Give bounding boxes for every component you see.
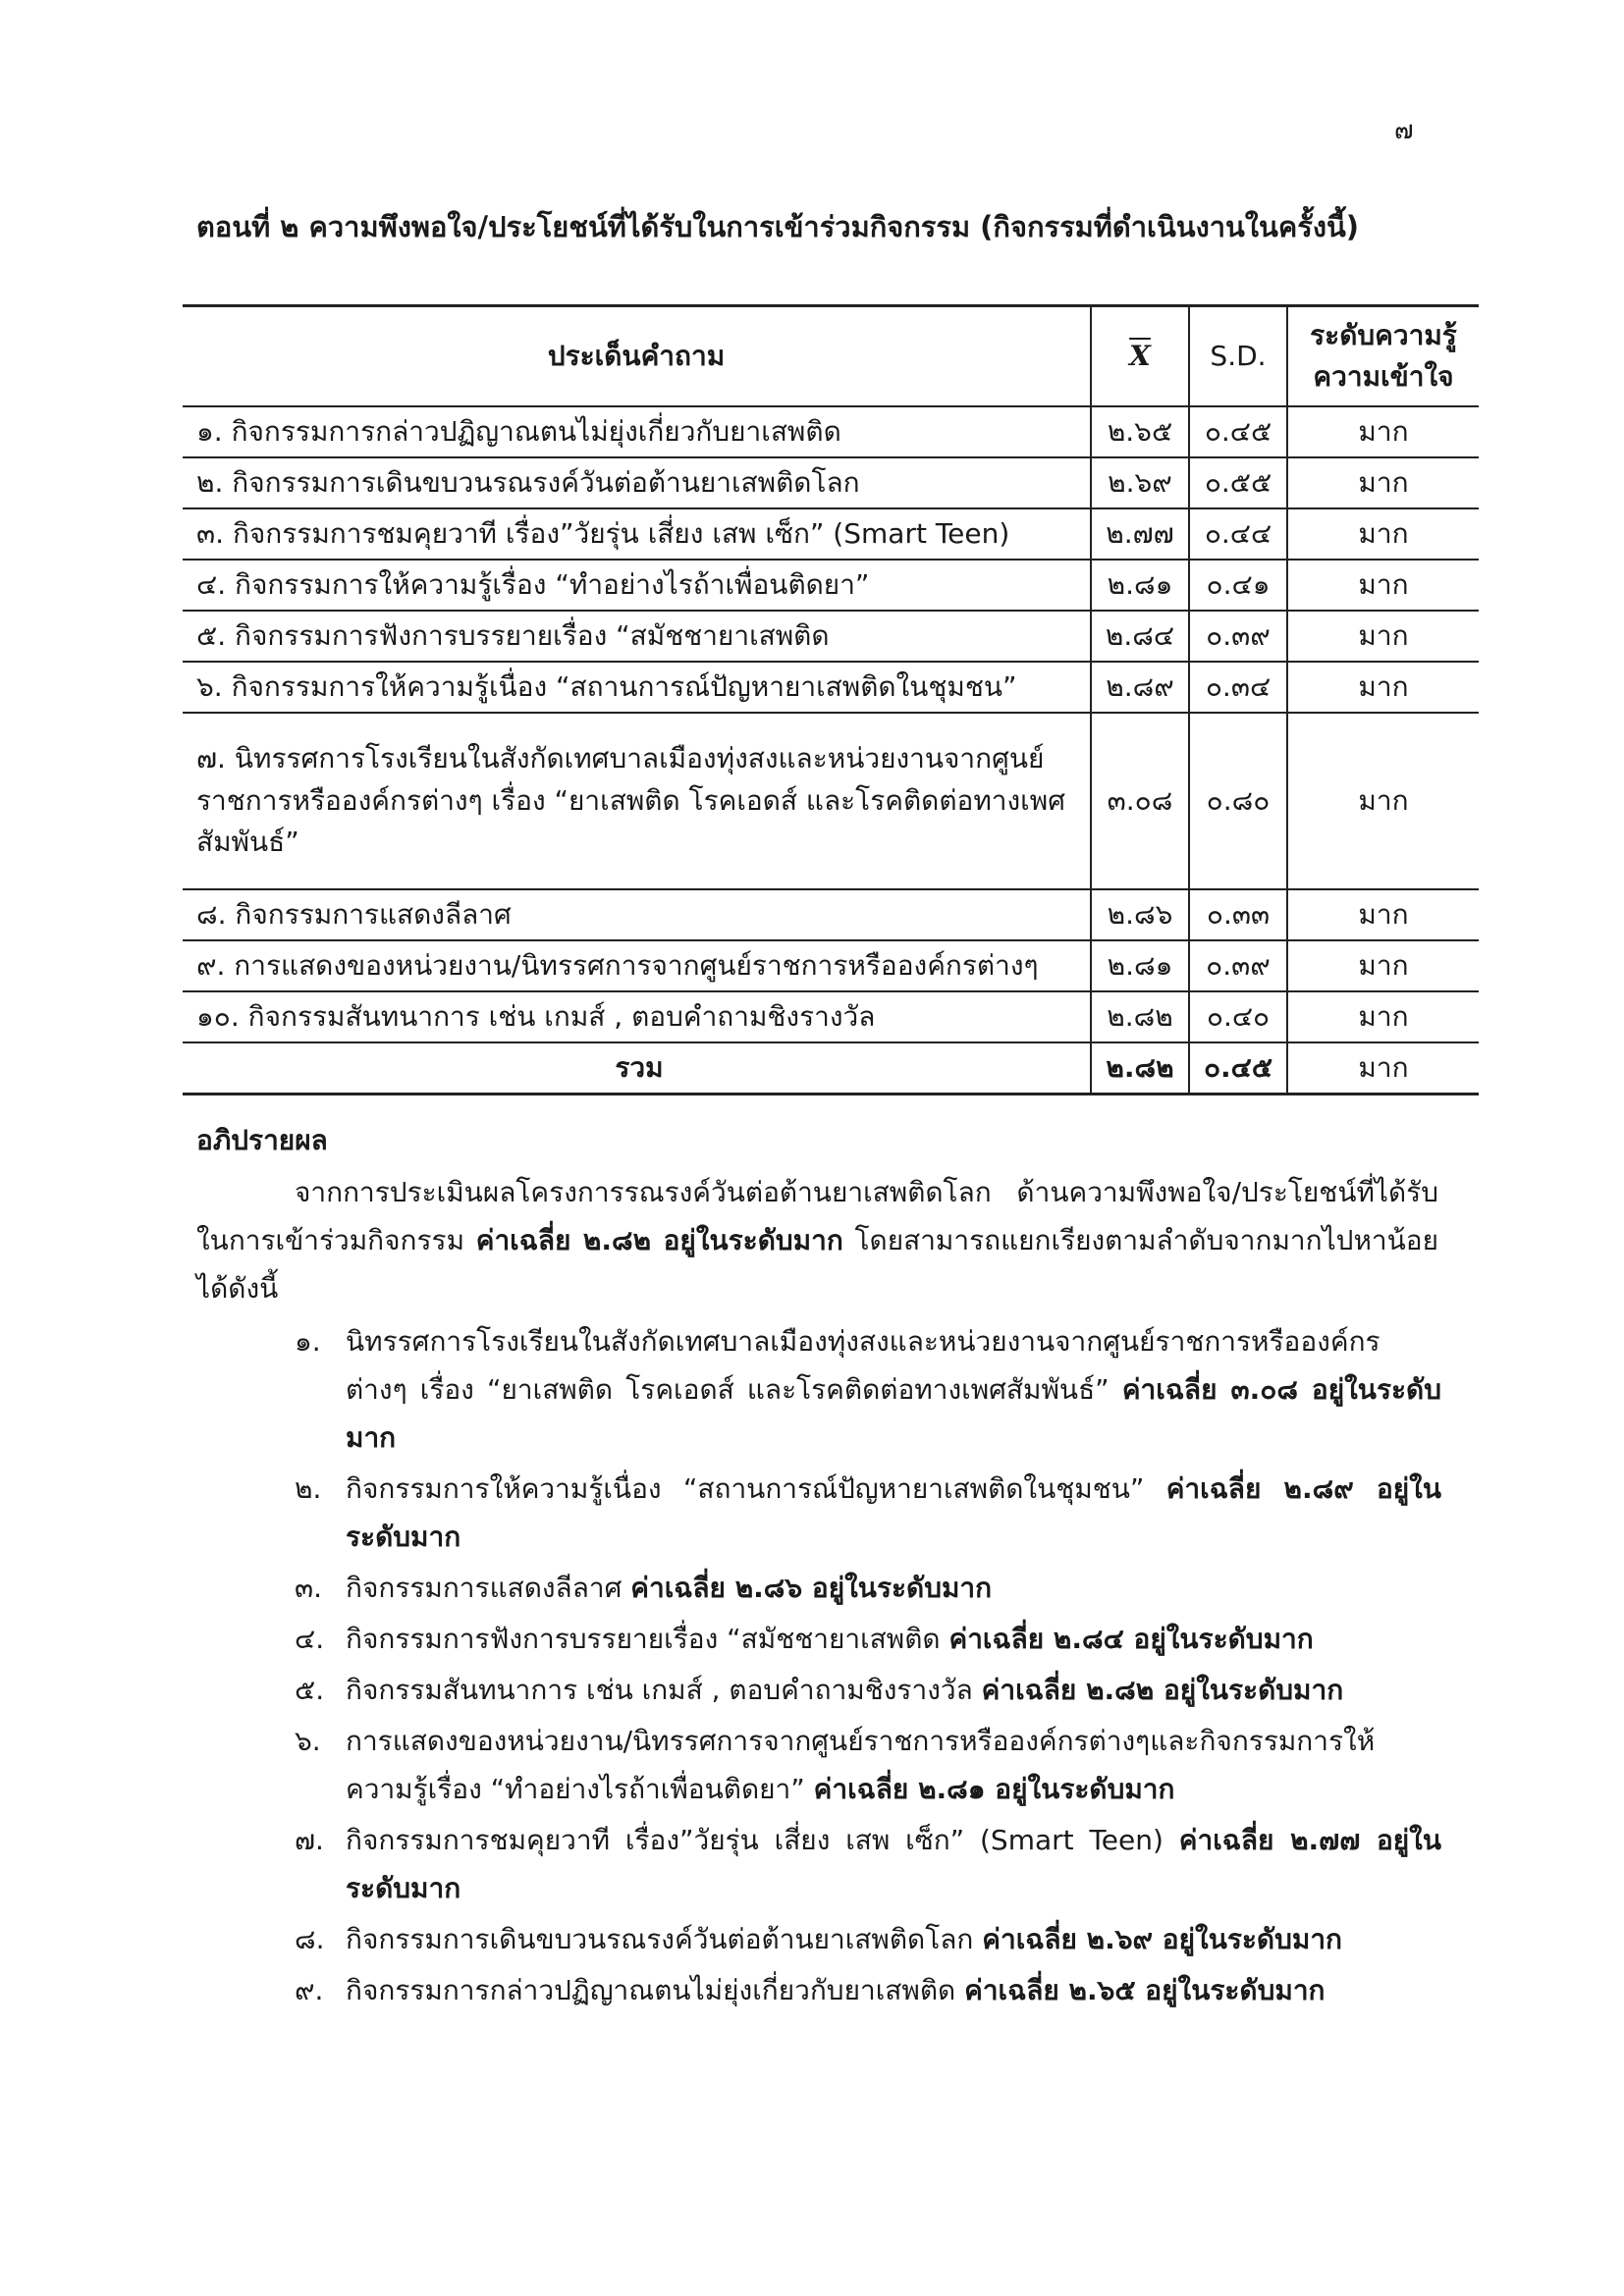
row-mean: ๒.๖๕ — [1091, 406, 1189, 457]
total-level: มาก — [1287, 1042, 1479, 1095]
list-item-text: กิจกรรมการกล่าวปฏิญาณตนไม่ยุ่งเกี่ยวกับยาเสพติด — [346, 1974, 965, 2006]
header-sd: S.D. — [1189, 306, 1287, 407]
table-total-row — [183, 1042, 1479, 1095]
row-level: มาก — [1287, 662, 1479, 713]
list-item — [295, 1564, 1441, 1612]
table-row — [183, 940, 1479, 991]
list-item-bold: ค่าเฉลี่ย ๒.๘๖ อยู่ในระดับมาก — [630, 1572, 993, 1604]
list-item-text: การแสดงของหน่วยงาน/นิทรรศการจากศูนย์ราชการหรือองค์กรต่างๆและกิจกรรมการให้ความรู้เรื่อง “ทำอย่างไรถ้าเพื่อนติดยา” — [346, 1725, 1376, 1805]
row-level: มาก — [1287, 457, 1479, 508]
list-item — [295, 1615, 1441, 1663]
list-item — [295, 1317, 1441, 1462]
row-question: ๒. กิจกรรมการเดินขบวนรณรงค์วันต่อต้านยาเสพติดโลก — [183, 457, 1091, 508]
table-row — [183, 508, 1479, 560]
list-item-number: ๙. — [295, 1974, 324, 2006]
row-level: มาก — [1287, 508, 1479, 560]
row-level: มาก — [1287, 940, 1479, 991]
row-mean: ๒.๘๖ — [1091, 889, 1189, 940]
row-sd: ๐.๘๐ — [1189, 713, 1287, 889]
list-item-bold: ค่าเฉลี่ย ๒.๖๕ อยู่ในระดับมาก — [964, 1974, 1326, 2006]
list-item — [295, 1666, 1441, 1714]
total-label: รวม — [183, 1042, 1091, 1095]
row-sd: ๐.๓๔ — [1189, 662, 1287, 713]
list-item-number: ๓. — [295, 1572, 323, 1604]
row-level: มาก — [1287, 889, 1479, 940]
list-item-number: ๔. — [295, 1623, 325, 1655]
header-level-line1: ระดับความรู้ — [1310, 319, 1457, 351]
row-sd: ๐.๔๐ — [1189, 991, 1287, 1042]
list-item — [295, 1717, 1441, 1813]
row-sd: ๐.๔๕ — [1189, 406, 1287, 457]
section-heading: ตอนที่ ๒ ความพึงพอใจ/ประโยชน์ที่ได้รับในการเข้าร่วมกิจกรรม (กิจกรรมที่ดำเนินงานในครั้งนี้) — [196, 210, 1360, 243]
list-item-text: กิจกรรมการฟังการบรรยายเรื่อง “สมัชชายาเสพติด — [346, 1623, 949, 1655]
row-sd: ๐.๔๑ — [1189, 560, 1287, 611]
row-mean: ๒.๘๔ — [1091, 611, 1189, 662]
list-item-bold: ค่าเฉลี่ย ๒.๘๔ อยู่ในระดับมาก — [948, 1623, 1314, 1655]
list-item-bold: ค่าเฉลี่ย ๒.๘๑ อยู่ในระดับมาก — [813, 1773, 1175, 1805]
row-question: ๑. กิจกรรมการกล่าวปฏิญาณตนไม่ยุ่งเกี่ยวกับยาเสพติด — [183, 406, 1091, 457]
row-mean: ๓.๐๘ — [1091, 713, 1189, 889]
list-item-number: ๗. — [295, 1824, 324, 1856]
row-mean: ๒.๘๒ — [1091, 991, 1189, 1042]
discussion-intro-a: จากการประเมินผลโครงการรณรงค์วันต่อต้านยาเสพติดโลก ด้านความพึงพอใจ/ประโยชน์ที่ได้รับในการเข้าร่วมกิจกรรม — [196, 1176, 1438, 1256]
list-item-number: ๘. — [295, 1923, 325, 1955]
list-item — [295, 1465, 1441, 1561]
mean-symbol: $\overline{X}$ — [1129, 340, 1151, 372]
total-sd: ๐.๔๕ — [1189, 1042, 1287, 1095]
header-mean — [1091, 306, 1189, 407]
list-item-bold: ค่าเฉลี่ย ๓.๐๘ อยู่ในระดับมาก — [346, 1373, 1441, 1454]
table-row — [183, 662, 1479, 713]
row-level: มาก — [1287, 991, 1479, 1042]
row-mean: ๒.๗๗ — [1091, 508, 1189, 560]
list-item-text: กิจกรรมการให้ความรู้เนื่อง “สถานการณ์ปัญหายาเสพติดในชุมชน” — [346, 1472, 1166, 1505]
discussion-intro-b: โดยสามารถแยกเรียงตามลำดับจากมากไปหาน้อยได้ดังนี้ — [196, 1224, 1438, 1305]
discussion-paragraph — [196, 1168, 1438, 1312]
list-item — [295, 1966, 1441, 2014]
header-level — [1287, 306, 1479, 407]
total-mean: ๒.๘๒ — [1091, 1042, 1189, 1095]
row-mean: ๒.๘๑ — [1091, 560, 1189, 611]
list-item-bold: ค่าเฉลี่ย ๒.๖๙ อยู่ในระดับมาก — [982, 1923, 1342, 1955]
row-question: ๘. กิจกรรมการแสดงลีลาศ — [183, 889, 1091, 940]
row-mean: ๒.๘๑ — [1091, 940, 1189, 991]
list-item-text: กิจกรรมการแสดงลีลาศ — [346, 1572, 631, 1604]
discussion-intro-bold: ค่าเฉลี่ย ๒.๘๒ อยู่ในระดับมาก — [475, 1224, 843, 1256]
list-item — [295, 1915, 1441, 1963]
row-question: ๑๐. กิจกรรมสันทนาการ เช่น เกมส์ , ตอบคำถามชิงรางวัล — [183, 991, 1091, 1042]
table-row — [183, 991, 1479, 1042]
ranking-list — [295, 1317, 1441, 2017]
header-level-line2: ความเข้าใจ — [1313, 360, 1454, 393]
row-question: ๔. กิจกรรมการให้ความรู้เรื่อง “ทำอย่างไรถ้าเพื่อนติดยา” — [183, 560, 1091, 611]
row-sd: ๐.๕๕ — [1189, 457, 1287, 508]
page-number: ๗ — [1394, 116, 1414, 145]
row-sd: ๐.๔๔ — [1189, 508, 1287, 560]
table-row — [183, 889, 1479, 940]
row-level: มาก — [1287, 560, 1479, 611]
list-item-text: กิจกรรมการชมคุยวาที เรื่อง”วัยรุ่น เสี่ยง เสพ เซ็ก” (Smart Teen) — [346, 1824, 1179, 1856]
table-row — [183, 713, 1479, 889]
list-item-bold: ค่าเฉลี่ย ๒.๗๗ อยู่ในระดับมาก — [346, 1824, 1441, 1904]
row-question: ๖. กิจกรรมการให้ความรู้เนื่อง “สถานการณ์ปัญหายาเสพติดในชุมชน” — [183, 662, 1091, 713]
row-sd: ๐.๓๙ — [1189, 940, 1287, 991]
list-item-bold: ค่าเฉลี่ย ๒.๘๙ อยู่ในระดับมาก — [346, 1472, 1441, 1553]
list-item-number: ๖. — [295, 1725, 321, 1757]
list-item-text: นิทรรศการโรงเรียนในสังกัดเทศบาลเมืองทุ่งสงและหน่วยงานจากศูนย์ราชการหรือองค์กรต่างๆ เรื่อง “ยาเสพติด โรคเอดส์ และโรคติดต่อทางเพศสัมพันธ์” — [346, 1325, 1380, 1406]
list-item-text: กิจกรรมสันทนาการ เช่น เกมส์ , ตอบคำถามชิงรางวัล — [346, 1674, 982, 1706]
row-mean: ๒.๖๙ — [1091, 457, 1189, 508]
discussion-title: อภิปรายผล — [196, 1124, 328, 1156]
list-item-number: ๑. — [295, 1325, 321, 1358]
table-row — [183, 406, 1479, 457]
header-question: ประเด็นคำถาม — [183, 306, 1091, 407]
list-item — [295, 1816, 1441, 1912]
row-mean: ๒.๘๙ — [1091, 662, 1189, 713]
table-row — [183, 457, 1479, 508]
row-question: ๓. กิจกรรมการชมคุยวาที เรื่อง”วัยรุ่น เสี่ยง เสพ เซ็ก” (Smart Teen) — [183, 508, 1091, 560]
row-level: มาก — [1287, 713, 1479, 889]
results-table — [183, 304, 1479, 1095]
table-header-row — [183, 306, 1479, 407]
list-item-text: กิจกรรมการเดินขบวนรณรงค์วันต่อต้านยาเสพติดโลก — [346, 1923, 983, 1955]
row-level: มาก — [1287, 611, 1479, 662]
table-row — [183, 560, 1479, 611]
row-sd: ๐.๓๙ — [1189, 611, 1287, 662]
row-question: ๙. การแสดงของหน่วยงาน/นิทรรศการจากศูนย์ราชการหรือองค์กรต่างๆ — [183, 940, 1091, 991]
list-item-bold: ค่าเฉลี่ย ๒.๘๒ อยู่ในระดับมาก — [981, 1674, 1344, 1706]
row-level: มาก — [1287, 406, 1479, 457]
row-sd: ๐.๓๓ — [1189, 889, 1287, 940]
table-row — [183, 611, 1479, 662]
row-question: ๗. นิทรรศการโรงเรียนในสังกัดเทศบาลเมืองทุ่งสงและหน่วยงานจากศูนย์ราชการหรือองค์กรต่างๆ เรื่อง “ยาเสพติด โรคเอดส์ และโรคติดต่อทางเพศสัมพันธ์” — [183, 713, 1091, 889]
list-item-number: ๕. — [295, 1674, 325, 1706]
row-question: ๕. กิจกรรมการฟังการบรรยายเรื่อง “สมัชชายาเสพติด — [183, 611, 1091, 662]
list-item-number: ๒. — [295, 1472, 322, 1505]
